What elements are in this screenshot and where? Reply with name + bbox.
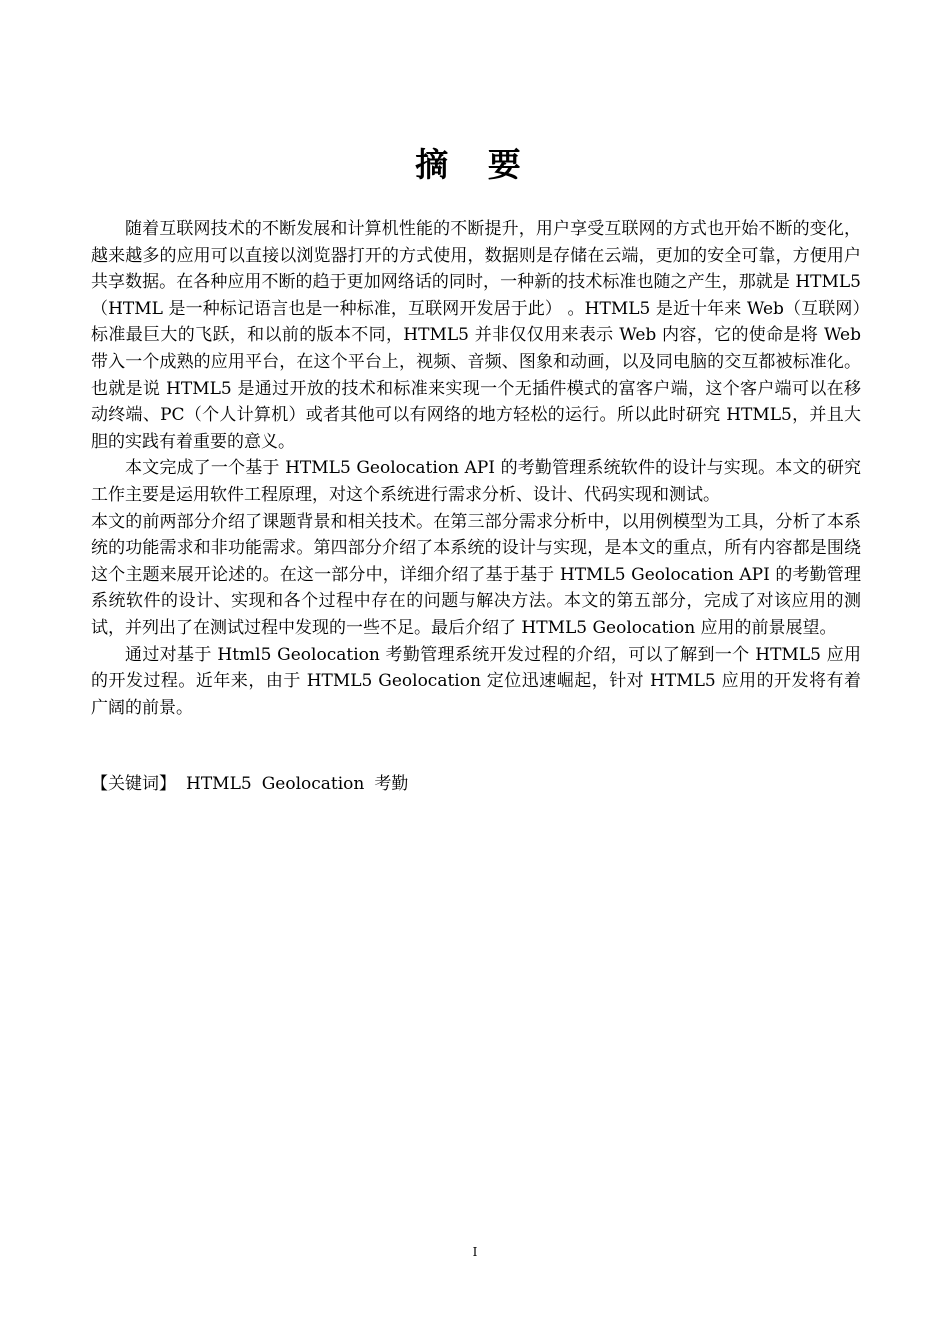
page-number: I bbox=[472, 1245, 478, 1259]
abstract-body bbox=[91, 216, 861, 721]
keywords-label: 【关键词】 bbox=[91, 774, 176, 794]
abstract-paragraph-3: 本文的前两部分介绍了课题背景和相关技术。在第三部分需求分析中，以用例模型为工具，分析了本系统的功能需求和非功能需求。第四部分介绍了本系统的设计与实现，是本文的重点，所有内容都是围绕这个主题来展开论述的。在这一部分中，详细介绍了基于基于 HTML5 Geolocation API 的考勤管理系统软件的设计、实现和各个过程中存在的问题与解决方法。本文的第五部分，完成了对该应用的测试，并列出了在测试过程中发现的一些不足。最后介绍了 HTML5 Geolocation 应用的前景展望。 bbox=[91, 511, 861, 638]
keyword-item: 考勤 bbox=[374, 774, 409, 794]
keyword-item: HTML5 bbox=[186, 774, 252, 794]
keyword-item: Geolocation bbox=[261, 774, 365, 794]
abstract-paragraph-2: 本文完成了一个基于 HTML5 Geolocation API 的考勤管理系统软件的设计与实现。本文的研究工作主要是运用软件工程原理，对这个系统进行需求分析、设计、代码实现和测试。 bbox=[91, 458, 861, 505]
keywords-line bbox=[91, 771, 418, 797]
page-title: 摘 要 bbox=[415, 145, 535, 184]
abstract-paragraph-1: 随着互联网技术的不断发展和计算机性能的不断提升，用户享受互联网的方式也开始不断的变化，越来越多的应用可以直接以浏览器打开的方式使用，数据则是存储在云端，更加的安全可靠，方便用户共享数据。在各种应用不断的趋于更加网络话的同时，一种新的技术标准也随之产生，那就是 HTML5（HTML 是一种标记语言也是一种标准，互联网开发居于此） 。HTML5 是近十年来 Web（互联网）标准最巨大的飞跃，和以前的版本不同，HTML5 并非仅仅用来表示 Web 内容，它的使命是将 Web 带入一个成熟的应用平台，在这个平台上，视频、音频、图象和动画，以及同电脑的交互都被标准化。也就是说 HTML5 是通过开放的技术和标准来实现一个无插件模式的富客户端，这个客户端可以在移动终端、PC（个人计算机）或者其他可以有网络的地方轻松的运行。所以此时研究 HTML5，并且大胆的实践有着重要的意义。 bbox=[91, 219, 861, 452]
abstract-paragraph-4: 通过对基于 Html5 Geolocation 考勤管理系统开发过程的介绍，可以了解到一个 HTML5 应用的开发过程。近年来，由于 HTML5 Geolocation 定位迅速崛起，针对 HTML5 应用的开发将有着广阔的前景。 bbox=[91, 644, 861, 718]
